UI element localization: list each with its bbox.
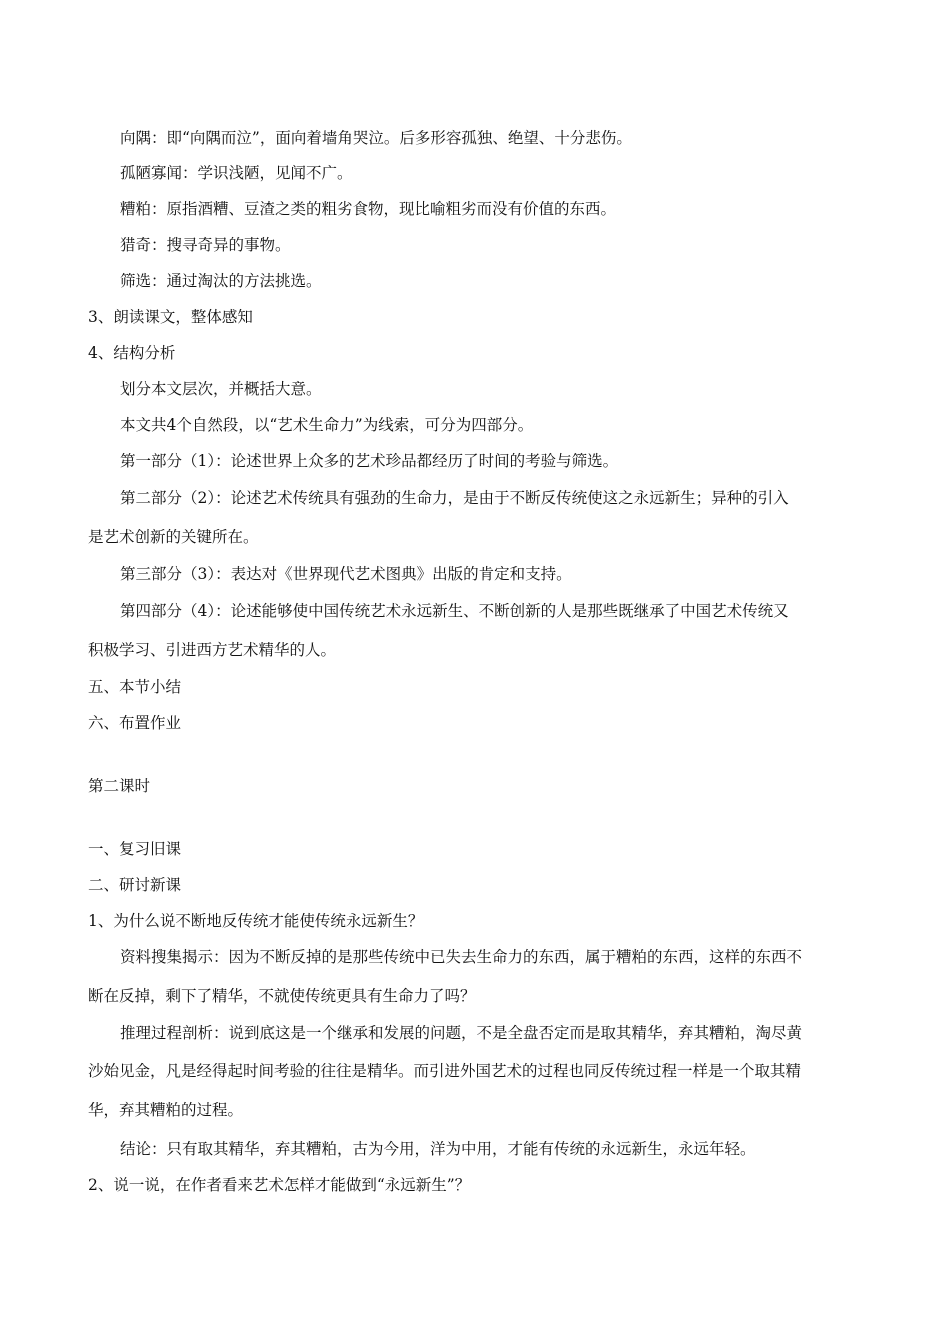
vocab-item: 向隅：即“向隅而泣”，面向着墙角哭泣。后多形容孤独、绝望、十分悲伤。	[120, 129, 632, 147]
structure-part-continued: 是艺术创新的关键所在。	[88, 528, 259, 546]
section-heading: 六、布置作业	[88, 714, 182, 732]
structure-part-continued: 积极学习、引进西方艺术精华的人。	[88, 641, 337, 659]
lesson-title: 第二课时	[88, 777, 151, 795]
section-heading: 二、研讨新课	[88, 876, 182, 894]
structure-part: 第三部分（3）：表达对《世界现代艺术图典》出版的肯定和支持。	[120, 565, 572, 583]
vocab-item: 孤陋寡闻：学识浅陋，见闻不广。	[120, 164, 353, 182]
question-heading: 2、说一说，在作者看来艺术怎样才能做到“永远新生”？	[88, 1176, 471, 1194]
structure-part: 第四部分（4）：论述能够使中国传统艺术永远新生、不断创新的人是那些既继承了中国艺术传统又	[120, 602, 789, 620]
section-heading: 五、本节小结	[88, 678, 182, 696]
paragraph-line: 断在反掉，剩下了精华，不就使传统更具有生命力了吗？	[88, 987, 476, 1005]
structure-part: 第二部分（2）：论述艺术传统具有强劲的生命力，是由于不断反传统使这之永远新生；异种的引入	[120, 489, 789, 507]
vocab-item: 猎奇：搜寻奇异的事物。	[120, 236, 291, 254]
question-heading: 1、为什么说不断地反传统才能使传统永远新生？	[88, 912, 424, 930]
conclusion-line: 结论：只有取其精华，弃其糟粕，古为今用，洋为中用，才能有传统的永远新生，永远年轻。	[120, 1140, 756, 1158]
vocab-item: 筛选：通过淘汰的方法挑选。	[120, 272, 322, 290]
structure-task: 划分本文层次，并概括大意。	[120, 380, 322, 398]
section-heading: 一、复习旧课	[88, 840, 182, 858]
paragraph-line: 华，弃其糟粕的过程。	[88, 1101, 244, 1119]
structure-summary: 本文共4个自然段，以“艺术生命力”为线索，可分为四部分。	[120, 416, 534, 434]
paragraph-line: 沙始见金，凡是经得起时间考验的往往是精华。而引进外国艺术的过程也同反传统过程一样是一个取其精	[88, 1062, 802, 1080]
paragraph-line: 资料搜集揭示：因为不断反掉的是那些传统中已失去生命力的东西，属于糟粕的东西，这样的东西不	[120, 948, 803, 966]
step-heading: 3、朗读课文，整体感知	[88, 308, 253, 326]
vocab-item: 糟粕：原指酒糟、豆渣之类的粗劣食物，现比喻粗劣而没有价值的东西。	[120, 200, 617, 218]
paragraph-line: 推理过程剖析：说到底这是一个继承和发展的问题，不是全盘否定而是取其精华，弃其糟粕，淘尽黄	[120, 1024, 803, 1042]
structure-part: 第一部分（1）：论述世界上众多的艺术珍品都经历了时间的考验与筛选。	[120, 452, 619, 470]
step-heading: 4、结构分析	[88, 344, 176, 362]
